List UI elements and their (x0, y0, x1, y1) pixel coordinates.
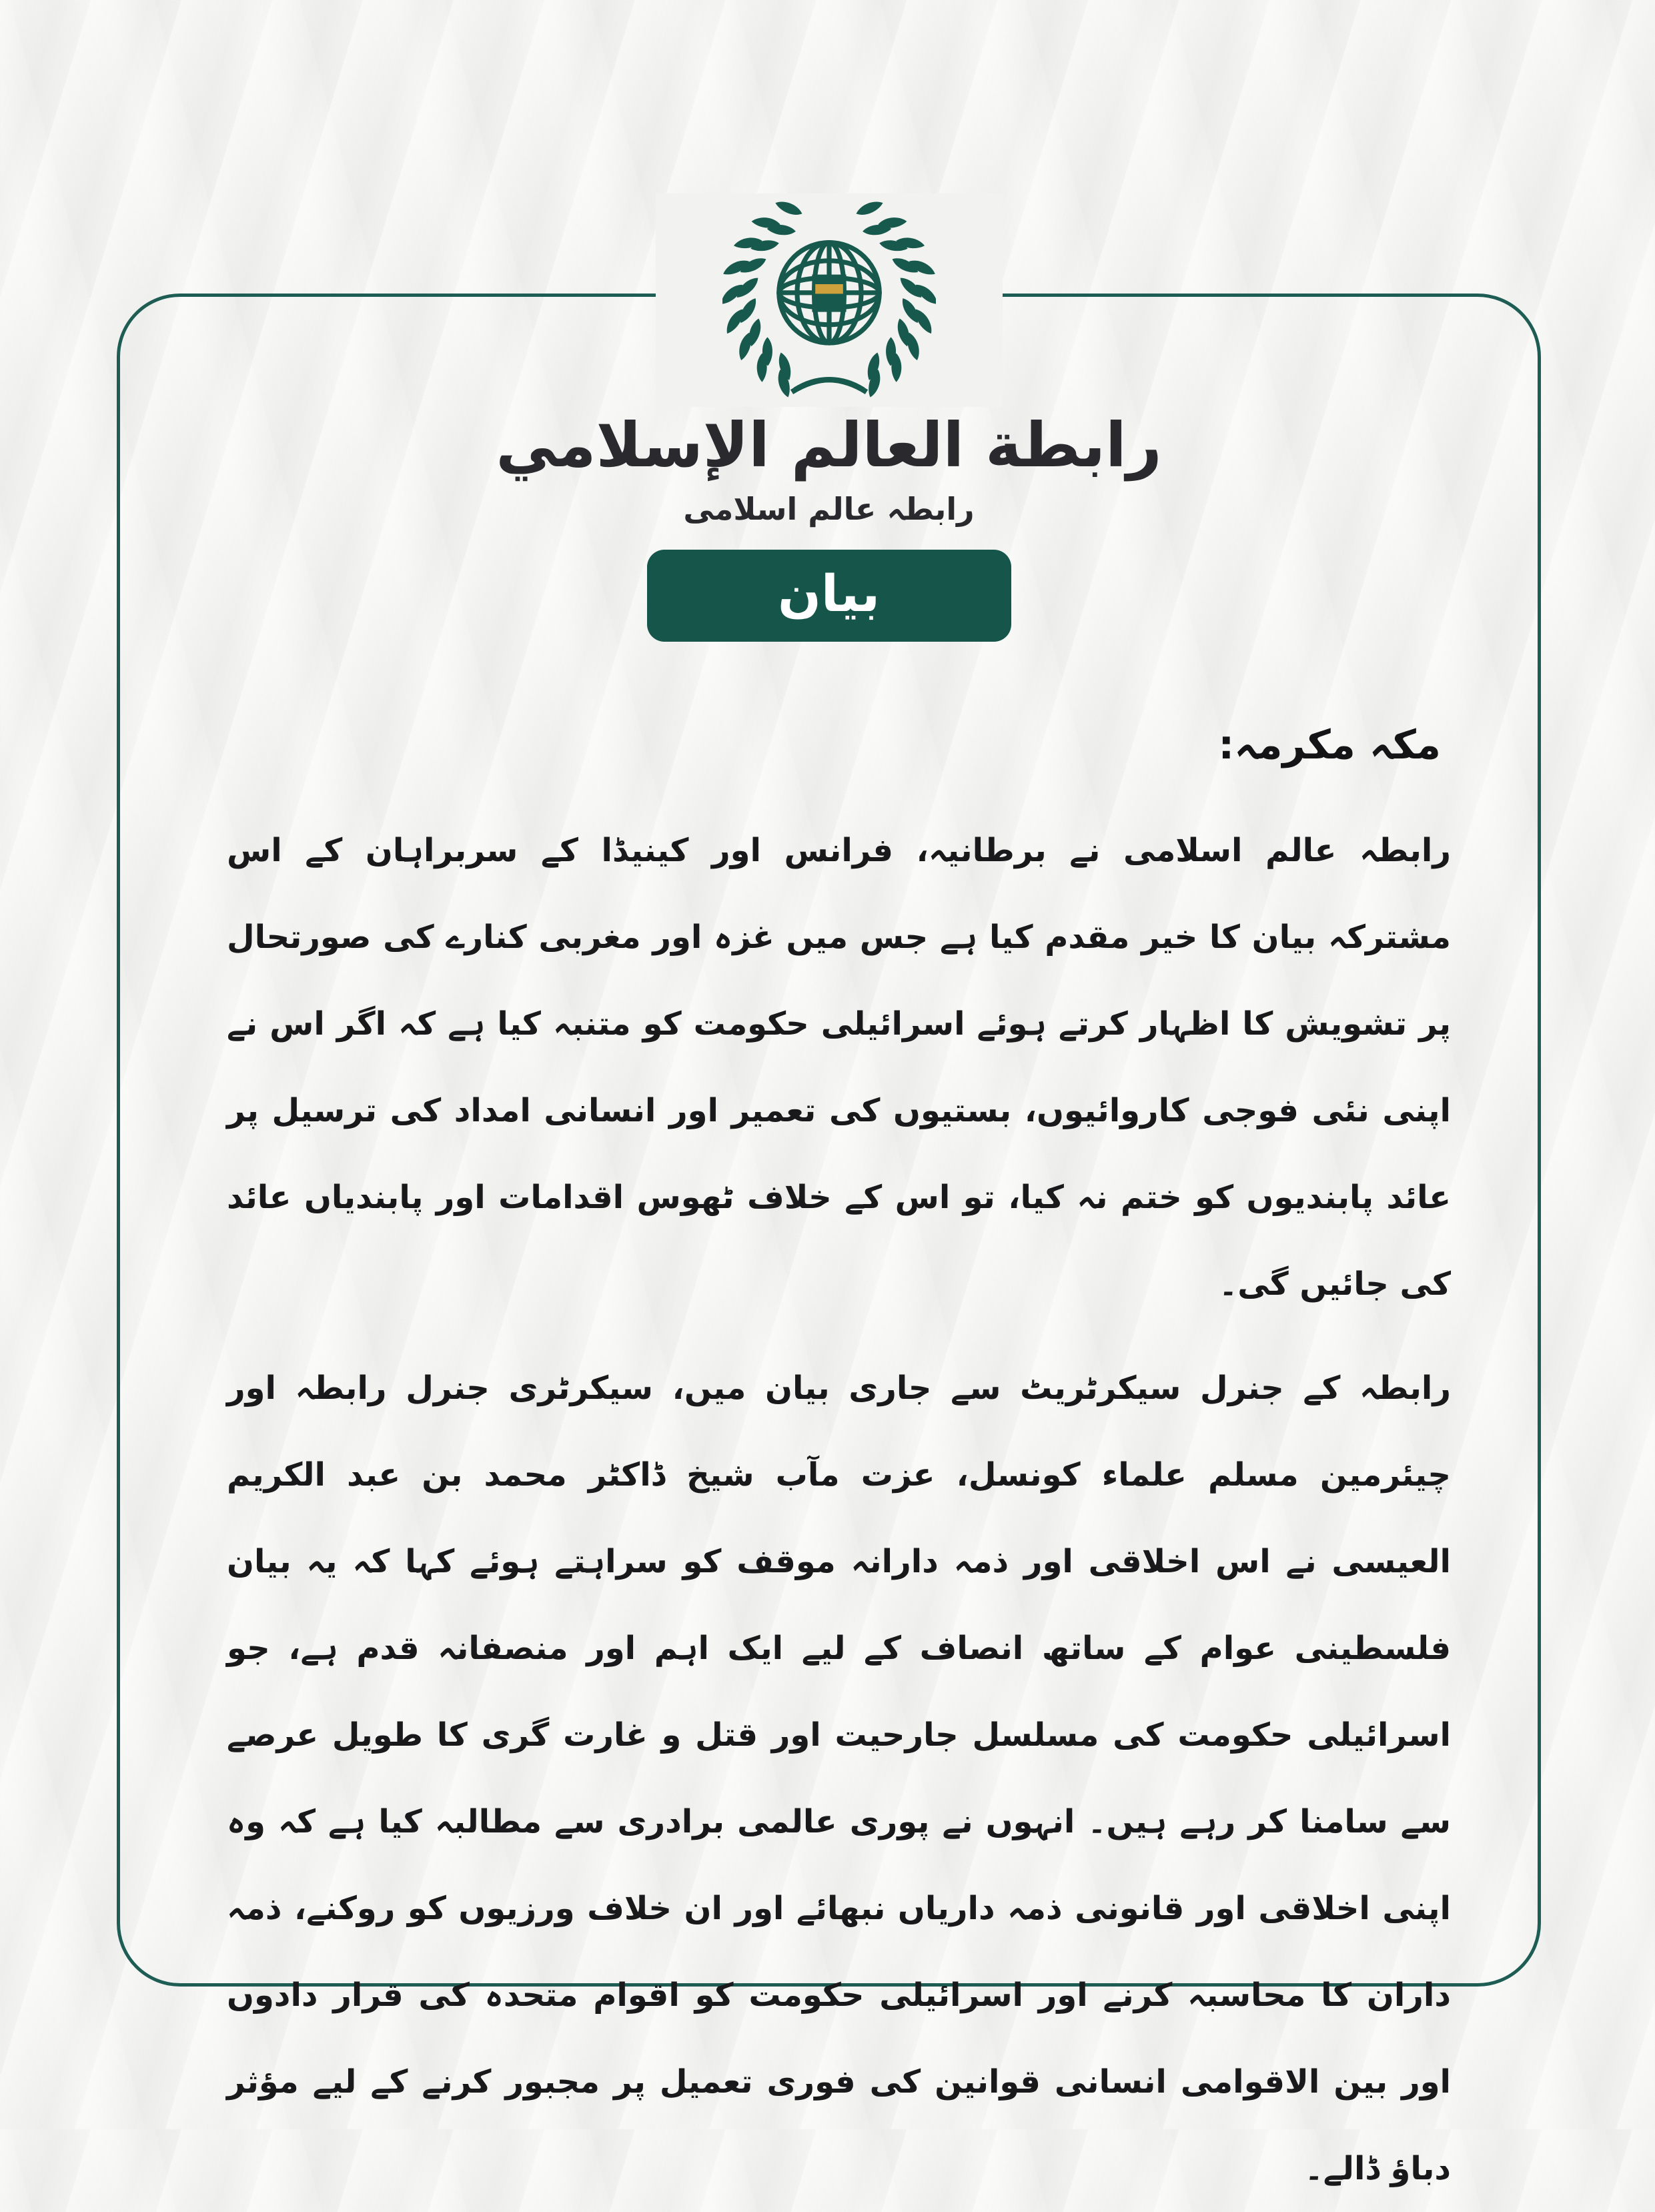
kaaba-icon (812, 275, 846, 312)
paragraph-2: رابطہ کے جنرل سیکرٹریٹ سے جاری بیان میں، سیکرٹری جنرل رابطہ اور چیئرمین مسلم علماء کونسل، عزت مآب شیخ ڈاکٹر محمد بن عبد الکریم العیسی نے اس اخلاقی اور ذمہ دارانہ موقف کو سراہتے ہوئے کہا کہ یہ بیان فلسطینی عوام کے ساتھ انصاف کے لیے ایک اہم اور منصفانہ قدم ہے، جو اسرائیلی حکومت کی مسلسل جارحیت اور قتل و غارت گری کا طویل عرصے سے سامنا کر رہے ہیں۔ انہوں نے پوری عالمی برادری سے مطالبہ کیا ہے کہ وہ اپنی اخلاقی اور قانونی ذمہ داریاں نبھائے اور ان خلاف ورزیوں کو روکنے، ذمہ داران کا محاسبہ کرنے اور اسرائیلی حکومت کو اقوام متحدہ کی قرار دادوں اور بین الاقوامی انسانی قوانین کی فوری تعمیل پر مجبور کرنے کے لیے مؤثر دباؤ ڈالے۔ (227, 1369, 1451, 2188)
paragraph-1: رابطہ عالم اسلامی نے برطانیہ، فرانس اور کینیڈا کے سربراہان کے اس مشترکہ بیان کا خیر مقدم کیا ہے جس میں غزہ اور مغربی کنارے کی صورتحال پر تشویش کا اظہار کرتے ہوئے اسرائیلی حکومت کو متنبہ کیا ہے کہ اگر اس نے اپنی نئی فوجی کاروائیوں، بستیوں کی تعمیر اور انسانی امداد کی ترسیل پر عائد پابندیوں کو ختم نہ کیا، تو اس کے خلاف ٹھوس اقدامات اور پابندیاں عائد کی جائیں گی۔ (227, 832, 1451, 1303)
dateline: مکہ مکرمہ: (1218, 722, 1441, 769)
statement-banner-label: بیان (778, 563, 880, 623)
urdu-title: رابطہ عالم اسلامی (683, 491, 975, 528)
arabic-calligraphy-title: رابطة العالم الإسلامي (496, 409, 1162, 481)
statement-body (120, 807, 1538, 2212)
laurel-wreath-globe-icon (722, 193, 936, 407)
statement-card (117, 294, 1541, 2188)
statement-banner (647, 550, 1011, 642)
mwl-logo (656, 193, 1003, 407)
